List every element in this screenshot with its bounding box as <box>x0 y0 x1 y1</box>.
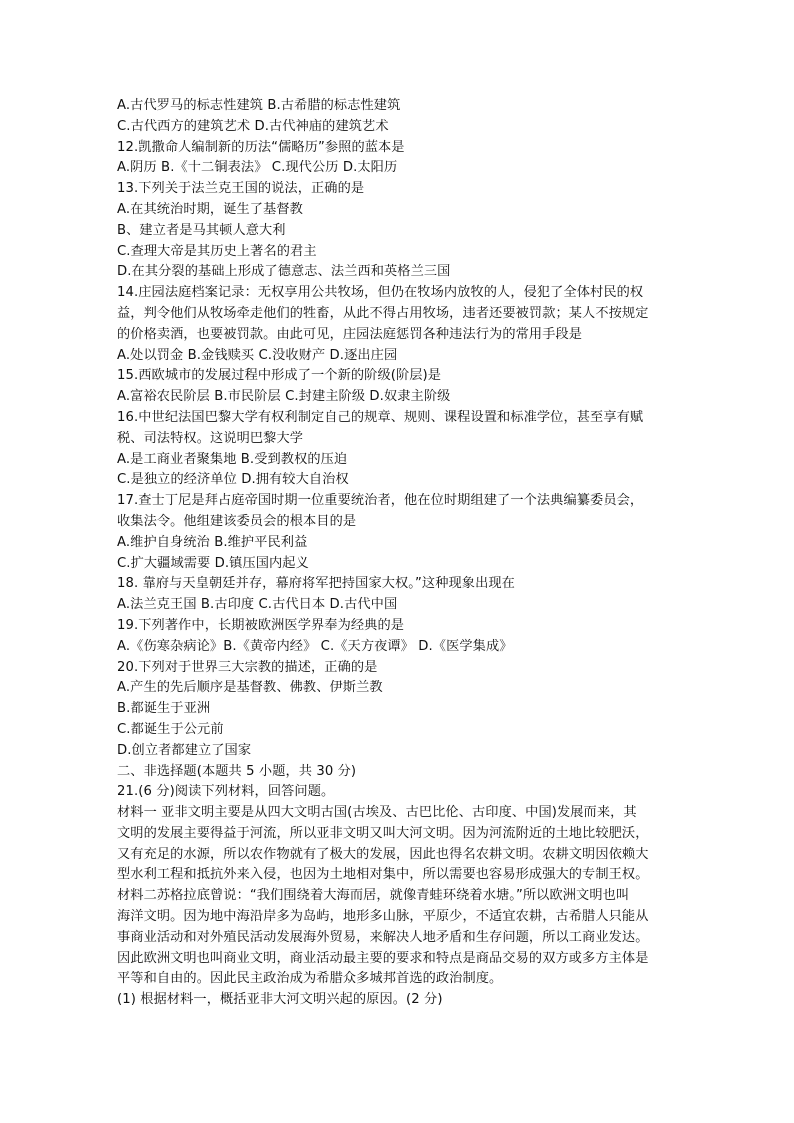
material-one-line4: 型水利工程和抵抗外来入侵，也因为土地相对集中，所以需要也容易形成强大的专制王权。 <box>117 867 649 883</box>
q21-stem: 21.(6 分)阅读下列材料，回答问题。 <box>117 784 335 800</box>
q13-option-b: B、建立者是马其顿人意大利 <box>117 222 286 238</box>
q12-stem: 12.凯撒命人编制新的历法“儒略历”参照的蓝本是 <box>117 139 405 155</box>
material-two-line2: 海洋文明。因为地中海沿岸多为岛屿，地形多山脉，平原少，不适宜农耕，古希腊人只能从 <box>117 909 649 925</box>
material-two-line5: 平等和自由的。因此民主政治成为希腊众多城邦首选的政治制度。 <box>117 971 503 987</box>
q11-options-ab: A.古代罗马的标志性建筑 B.古希腊的标志性建筑 <box>117 98 401 113</box>
q13-option-c: C.查理大帝是其历史上著名的君主 <box>117 243 317 259</box>
material-one-line1: 材料一 亚非文明主要是从四大文明古国(古埃及、古巴比伦、古印度、中国)发展而来，其 <box>117 805 637 821</box>
q14-stem-line2: 益，判令他们从牧场牵走他们的牲畜，从此不得占用牧场，违者还要被罚款；某人不按规定 <box>117 305 649 321</box>
material-one-line3: 又有充足的水源，所以农作物就有了极大的发展，因此也得名农耕文明。农耕文明因依赖大 <box>117 846 649 862</box>
section-two-heading: 二、非选择题(本题共 5 小题，共 30 分) <box>117 763 357 779</box>
material-two-quote: 材料二苏格拉底曾说：“我们围绕着大海而居，就像青蛙环绕着水塘。” <box>117 888 523 904</box>
q15-options: A.富裕农民阶层 B.市民阶层 C.封建主阶级 D.奴隶主阶级 <box>117 389 451 405</box>
q16-options-cd: C.是独立的经济单位 D.拥有较大自治权 <box>117 472 349 488</box>
q13-option-d: D.在其分裂的基础上形成了德意志、法兰西和英格兰三国 <box>117 264 451 280</box>
q15-stem: 15.西欧城市的发展过程中形成了一个新的阶级(阶层)是 <box>117 368 442 384</box>
q14-stem-line1: 14.庄园法庭档案记录：无权享用公共牧场，但仍在牧场内放牧的人，侵犯了全体村民的权 <box>117 285 644 301</box>
material-two-line3: 事商业活动和对外殖民活动发展海外贸易，来解决人地矛盾和生存问题，所以工商业发达。 <box>117 929 649 945</box>
q20-option-a: A.产生的先后顺序是基督教、佛教、伊斯兰教 <box>117 680 383 696</box>
q13-option-a: A.在其统治时期，诞生了基督教 <box>117 201 303 217</box>
q20-stem: 20.下列对于世界三大宗教的描述，正确的是 <box>117 659 378 675</box>
q18-options: A.法兰克王国 B.古印度 C.古代日本 D.古代中国 <box>117 597 398 613</box>
q14-stem-line3: 的价格卖酒，也要被罚款。由此可见，庄园法庭惩罚各种违法行为的常用手段是 <box>117 326 583 342</box>
material-two-tail: 所以欧洲文明也叫 <box>522 888 630 904</box>
q19-options: A.《伤寒杂病论》B.《黄帝内经》 C.《天方夜谭》 D.《医学集成》 <box>117 638 513 654</box>
q17-options-cd: C.扩大疆域需要 D.镇压国内起义 <box>117 555 309 571</box>
q19-stem: 19.下列著作中，长期被欧洲医学界奉为经典的是 <box>117 617 405 633</box>
q17-stem-line1: 17.查士丁尼是拜占庭帝国时期一位重要统治者，他在位时期组建了一个法典编纂委员会， <box>117 493 644 509</box>
q12-options: A.阴历 B.《十二铜表法》 C.现代公历 D.太阳历 <box>117 160 398 176</box>
q20-option-d: D.创立者都建立了国家 <box>117 742 252 758</box>
q20-option-c: C.都诞生于公元前 <box>117 721 224 737</box>
q16-stem-line1: 16.中世纪法国巴黎大学有权利制定自己的规章、规则、课程设置和标准学位，甚至享有赋 <box>117 409 644 425</box>
exam-page <box>117 96 697 1011</box>
material-two-line4: 因此欧洲文明也叫商业文明，商业活动最主要的要求和特点是商品交易的双方或多方主体是 <box>117 950 649 966</box>
q14-options: A.处以罚金 B.金钱赎买 C.没收财产 D.逐出庄园 <box>117 347 398 363</box>
q16-stem-line2: 税、司法特权。这说明巴黎大学 <box>117 430 304 446</box>
q18-stem: 18. 靠府与天皇朝廷并存，幕府将军把持国家大权。”这种现象出现在 <box>117 576 515 592</box>
material-one-line2: 文明的发展主要得益于河流，所以亚非文明又叫大河文明。因为河流附近的土地比较肥沃， <box>117 825 649 841</box>
q17-stem-line2: 收集法令。他组建该委员会的根本目的是 <box>117 513 357 529</box>
q11-options-cd: C.古代西方的建筑艺术 D.古代神庙的建筑艺术 <box>117 118 389 134</box>
q13-stem: 13.下列关于法兰克王国的说法，正确的是 <box>117 181 365 197</box>
material-two-line1 <box>117 886 697 907</box>
q20-option-b: B.都诞生于亚洲 <box>117 701 211 717</box>
q17-options-ab: A.维护自身统治 B.维护平民利益 <box>117 534 308 550</box>
q21-subquestion-1: (1) 根据材料一，概括亚非大河文明兴起的原因。(2 分) <box>117 992 443 1008</box>
q16-options-ab: A.是工商业者聚集地 B.受到教权的压迫 <box>117 451 348 467</box>
